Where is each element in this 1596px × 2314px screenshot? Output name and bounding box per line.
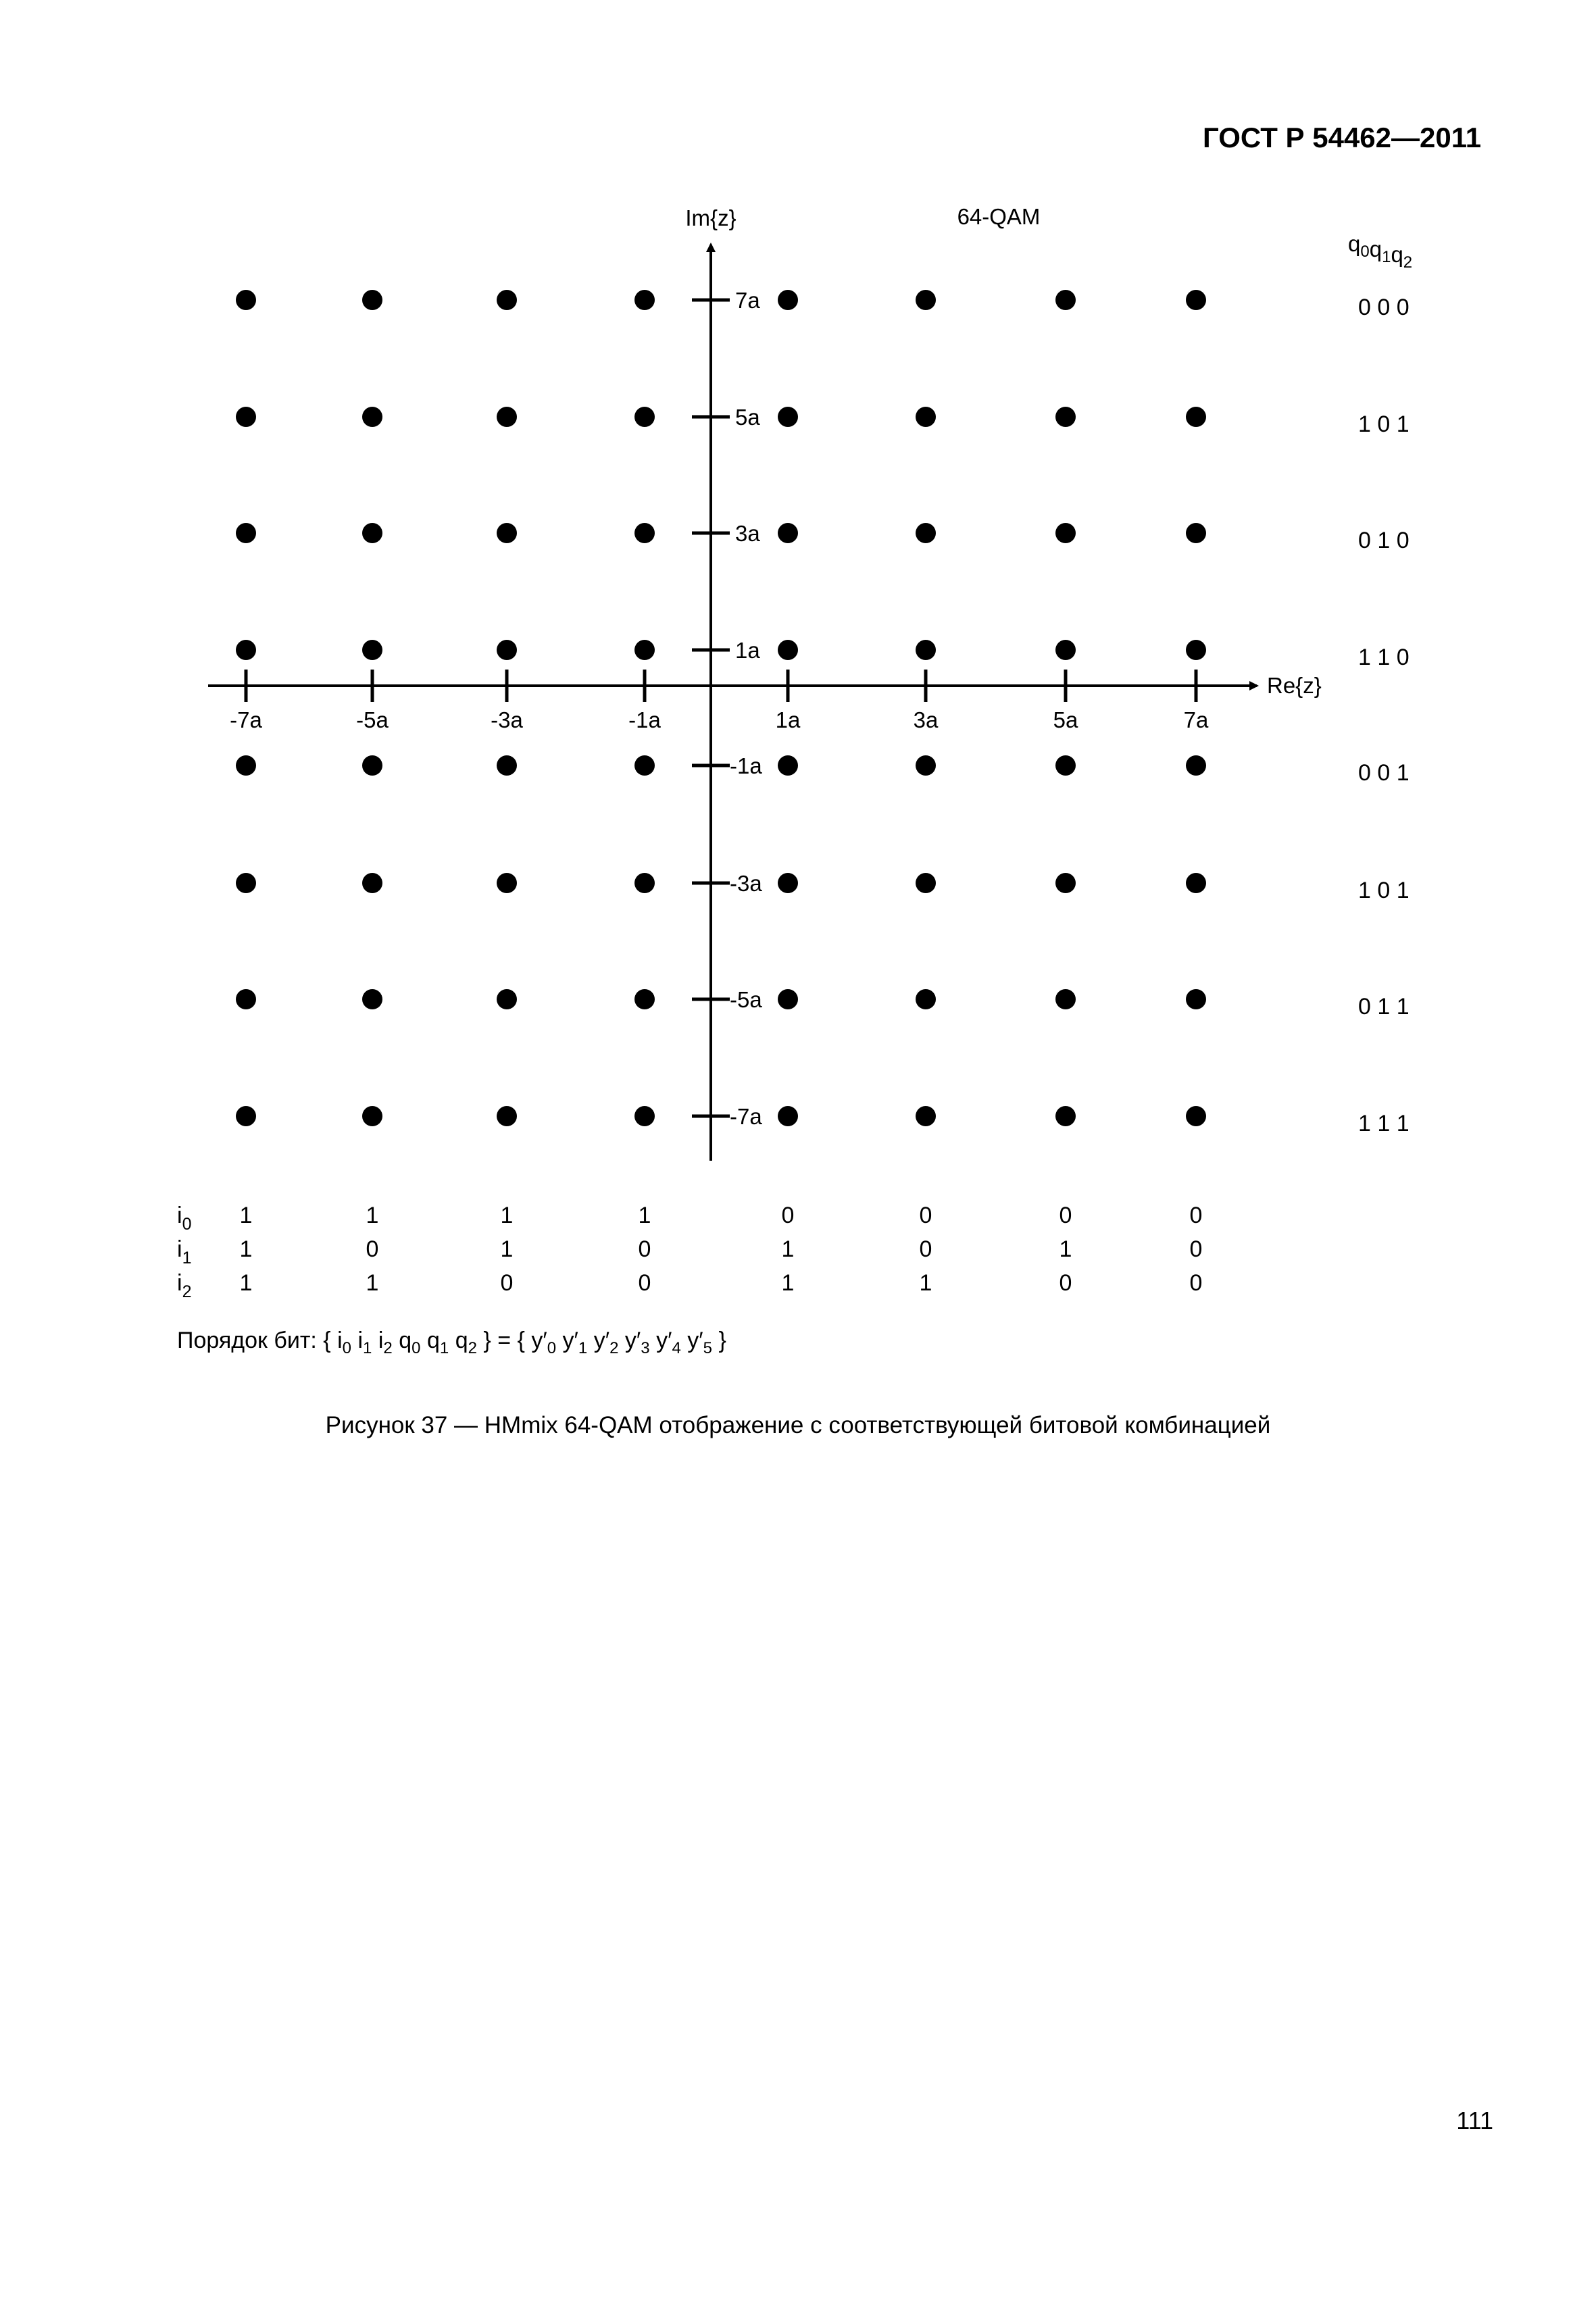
x-tick-label: 3a <box>913 707 939 732</box>
constellation-point <box>778 755 798 776</box>
constellation-point <box>1186 755 1206 776</box>
i-bit-value: 0 <box>919 1236 932 1262</box>
constellation-point <box>497 640 517 660</box>
standard-header: ГОСТ Р 54462—2011 <box>1203 122 1482 153</box>
x-tick-label: 7a <box>1183 707 1209 732</box>
y-tick-label: 7a <box>735 288 760 313</box>
i-bit-value: 0 <box>1189 1270 1203 1296</box>
q-bits-row: 0 0 1 <box>1358 760 1410 786</box>
constellation-point <box>236 989 256 1009</box>
bit-symbol: $i_0$ <box>337 1328 352 1357</box>
constellation-point <box>1186 989 1206 1009</box>
y-tick-label: 5a <box>735 405 760 430</box>
constellation-point <box>236 290 256 310</box>
constellation-point <box>497 523 517 543</box>
constellation-point <box>634 755 655 776</box>
constellation-point <box>916 640 936 660</box>
q-bits-row: 1 1 0 <box>1358 645 1410 670</box>
constellation-point <box>497 989 517 1009</box>
bit-order-lhs <box>337 1328 477 1357</box>
i-bit-value: 1 <box>239 1203 253 1228</box>
bit-symbol: $y'_0$ <box>531 1328 557 1357</box>
constellation-point <box>916 523 936 543</box>
bit-symbol: $i_1$ <box>357 1328 372 1357</box>
i-row-label: $i_2$ <box>177 1270 192 1301</box>
constellation-point <box>916 989 936 1009</box>
im-axis-label: Im{z} <box>685 205 737 230</box>
constellation-point <box>1055 1106 1076 1126</box>
i-bit-value: 1 <box>500 1236 514 1262</box>
i-bit-value: 0 <box>781 1203 795 1228</box>
constellation-point <box>236 640 256 660</box>
i-bit-value: 0 <box>1189 1236 1203 1262</box>
constellation-point <box>1055 873 1076 893</box>
constellation-point <box>362 640 382 660</box>
i-bit-value: 0 <box>1189 1203 1203 1228</box>
i-bit-value: 0 <box>1059 1203 1072 1228</box>
x-tick-label: -1a <box>628 707 661 732</box>
bit-symbol: $y'_4$ <box>656 1328 681 1357</box>
y-tick-label: 1a <box>735 638 760 663</box>
constellation-point <box>362 1106 382 1126</box>
i-bit-value: 1 <box>366 1270 379 1296</box>
constellation-point <box>778 407 798 427</box>
constellation-point <box>1186 407 1206 427</box>
i-bit-value: 1 <box>1059 1236 1072 1262</box>
constellation-point <box>916 1106 936 1126</box>
constellation-point <box>1055 989 1076 1009</box>
constellation-point <box>634 1106 655 1126</box>
constellation-point <box>497 755 517 776</box>
bit-symbol: $q_1$ <box>426 1328 449 1357</box>
q-bits-row: 1 0 1 <box>1358 878 1410 903</box>
i-row-label: $i_1$ <box>177 1236 192 1267</box>
q-bits-row: 1 0 1 <box>1358 411 1410 437</box>
page-number: 111 <box>1456 2107 1493 2134</box>
i-bit-value: 0 <box>638 1270 651 1296</box>
bit-order-prefix: Порядок бит: <box>177 1328 324 1353</box>
constellation-point <box>497 873 517 893</box>
i-bit-value: 0 <box>919 1203 932 1228</box>
q-bits-row: 1 1 1 <box>1358 1111 1410 1136</box>
constellation-point <box>778 523 798 543</box>
constellation-point <box>778 1106 798 1126</box>
i-bit-value: 0 <box>1059 1270 1072 1296</box>
figure-caption: Рисунок 37 — HMmix 64-QAM отображение с соответствующей битовой комбинацией <box>325 1412 1271 1438</box>
constellation-point <box>362 290 382 310</box>
constellation-point <box>634 640 655 660</box>
y-tick-label: -7a <box>730 1104 762 1129</box>
constellation-point <box>916 755 936 776</box>
constellation-point <box>362 523 382 543</box>
q-bits-header: $q_0q_1q_2$ <box>1348 231 1413 272</box>
i-bit-value: 0 <box>500 1270 514 1296</box>
x-tick-label: -5a <box>356 707 389 732</box>
y-tick-label: -3a <box>730 871 762 896</box>
constellation-point <box>778 640 798 660</box>
bit-symbol: $q_0$ <box>399 1328 421 1357</box>
constellation-point <box>634 523 655 543</box>
constellation-point <box>634 407 655 427</box>
bit-symbol: $y'_1$ <box>562 1328 588 1357</box>
i-bit-value: 0 <box>638 1236 651 1262</box>
bit-symbol: $y'_5$ <box>687 1328 713 1357</box>
constellation-point <box>1186 1106 1206 1126</box>
constellation-point <box>236 1106 256 1126</box>
constellation-point <box>236 755 256 776</box>
y-tick-label: -1a <box>730 753 762 778</box>
constellation-point <box>362 989 382 1009</box>
bit-order-rhs <box>531 1328 713 1357</box>
q-bits-row: 0 0 0 <box>1358 295 1410 320</box>
i-bit-value: 1 <box>781 1236 795 1262</box>
y-tick-label: 3a <box>735 521 760 546</box>
x-tick-label: -3a <box>491 707 523 732</box>
i-bit-value: 1 <box>239 1236 253 1262</box>
constellation-point <box>634 290 655 310</box>
x-tick-label: -7a <box>230 707 262 732</box>
constellation-point <box>236 523 256 543</box>
q-bits-column <box>1348 231 1412 1136</box>
x-tick-label: 1a <box>775 707 801 732</box>
q-bits-row: 0 1 0 <box>1358 528 1410 553</box>
i-bit-value: 1 <box>638 1203 651 1228</box>
q-bits-row: 0 1 1 <box>1358 994 1410 1020</box>
re-axis-label: Re{z} <box>1267 673 1322 698</box>
y-ticks <box>692 288 762 1129</box>
constellation-point <box>1055 523 1076 543</box>
constellation-point <box>497 407 517 427</box>
constellation-point <box>634 873 655 893</box>
constellation-point <box>1055 755 1076 776</box>
y-tick-label: -5a <box>730 987 762 1012</box>
constellation-point <box>236 407 256 427</box>
i-bit-value: 1 <box>239 1270 253 1296</box>
constellation-point <box>778 290 798 310</box>
i-bit-value: 1 <box>500 1203 514 1228</box>
i-bits-rows <box>177 1203 1202 1301</box>
constellation-point <box>778 989 798 1009</box>
constellation-point <box>778 873 798 893</box>
i-bit-value: 1 <box>366 1203 379 1228</box>
constellation-point <box>236 873 256 893</box>
constellation-point <box>1186 873 1206 893</box>
constellation-point <box>1055 290 1076 310</box>
bit-symbol: $y'_2$ <box>593 1328 619 1357</box>
constellation-point <box>916 290 936 310</box>
i-bit-value: 1 <box>919 1270 932 1296</box>
constellation-point <box>1186 290 1206 310</box>
constellation-point <box>1055 640 1076 660</box>
constellation-point <box>362 755 382 776</box>
i-bit-value: 1 <box>781 1270 795 1296</box>
constellation-point <box>916 873 936 893</box>
bit-order-line: Порядок бит: { $i_0$ $i_1$ $i_2$ $q_0$ $q_1$ $q_2$ } = { $y'_0$ $y'_1$ $y'_2$ $y'_3$ $y'_4$ $y'_5$ } <box>177 1328 726 1357</box>
x-ticks <box>230 670 1209 732</box>
constellation-point <box>362 873 382 893</box>
constellation-point <box>362 407 382 427</box>
i-row-label: $i_0$ <box>177 1203 192 1234</box>
bit-symbol: $y'_3$ <box>624 1328 650 1357</box>
constellation-point <box>1055 407 1076 427</box>
bit-symbol: $i_2$ <box>378 1328 393 1357</box>
constellation-point <box>1186 523 1206 543</box>
constellation-point <box>497 1106 517 1126</box>
constellation-point <box>497 290 517 310</box>
x-tick-label: 5a <box>1053 707 1078 732</box>
i-bit-value: 0 <box>366 1236 379 1262</box>
constellation-point <box>634 989 655 1009</box>
chart-title: 64-QAM <box>957 204 1041 229</box>
constellation-point <box>916 407 936 427</box>
constellation-point <box>1186 640 1206 660</box>
bit-symbol: $q_2$ <box>455 1328 477 1357</box>
